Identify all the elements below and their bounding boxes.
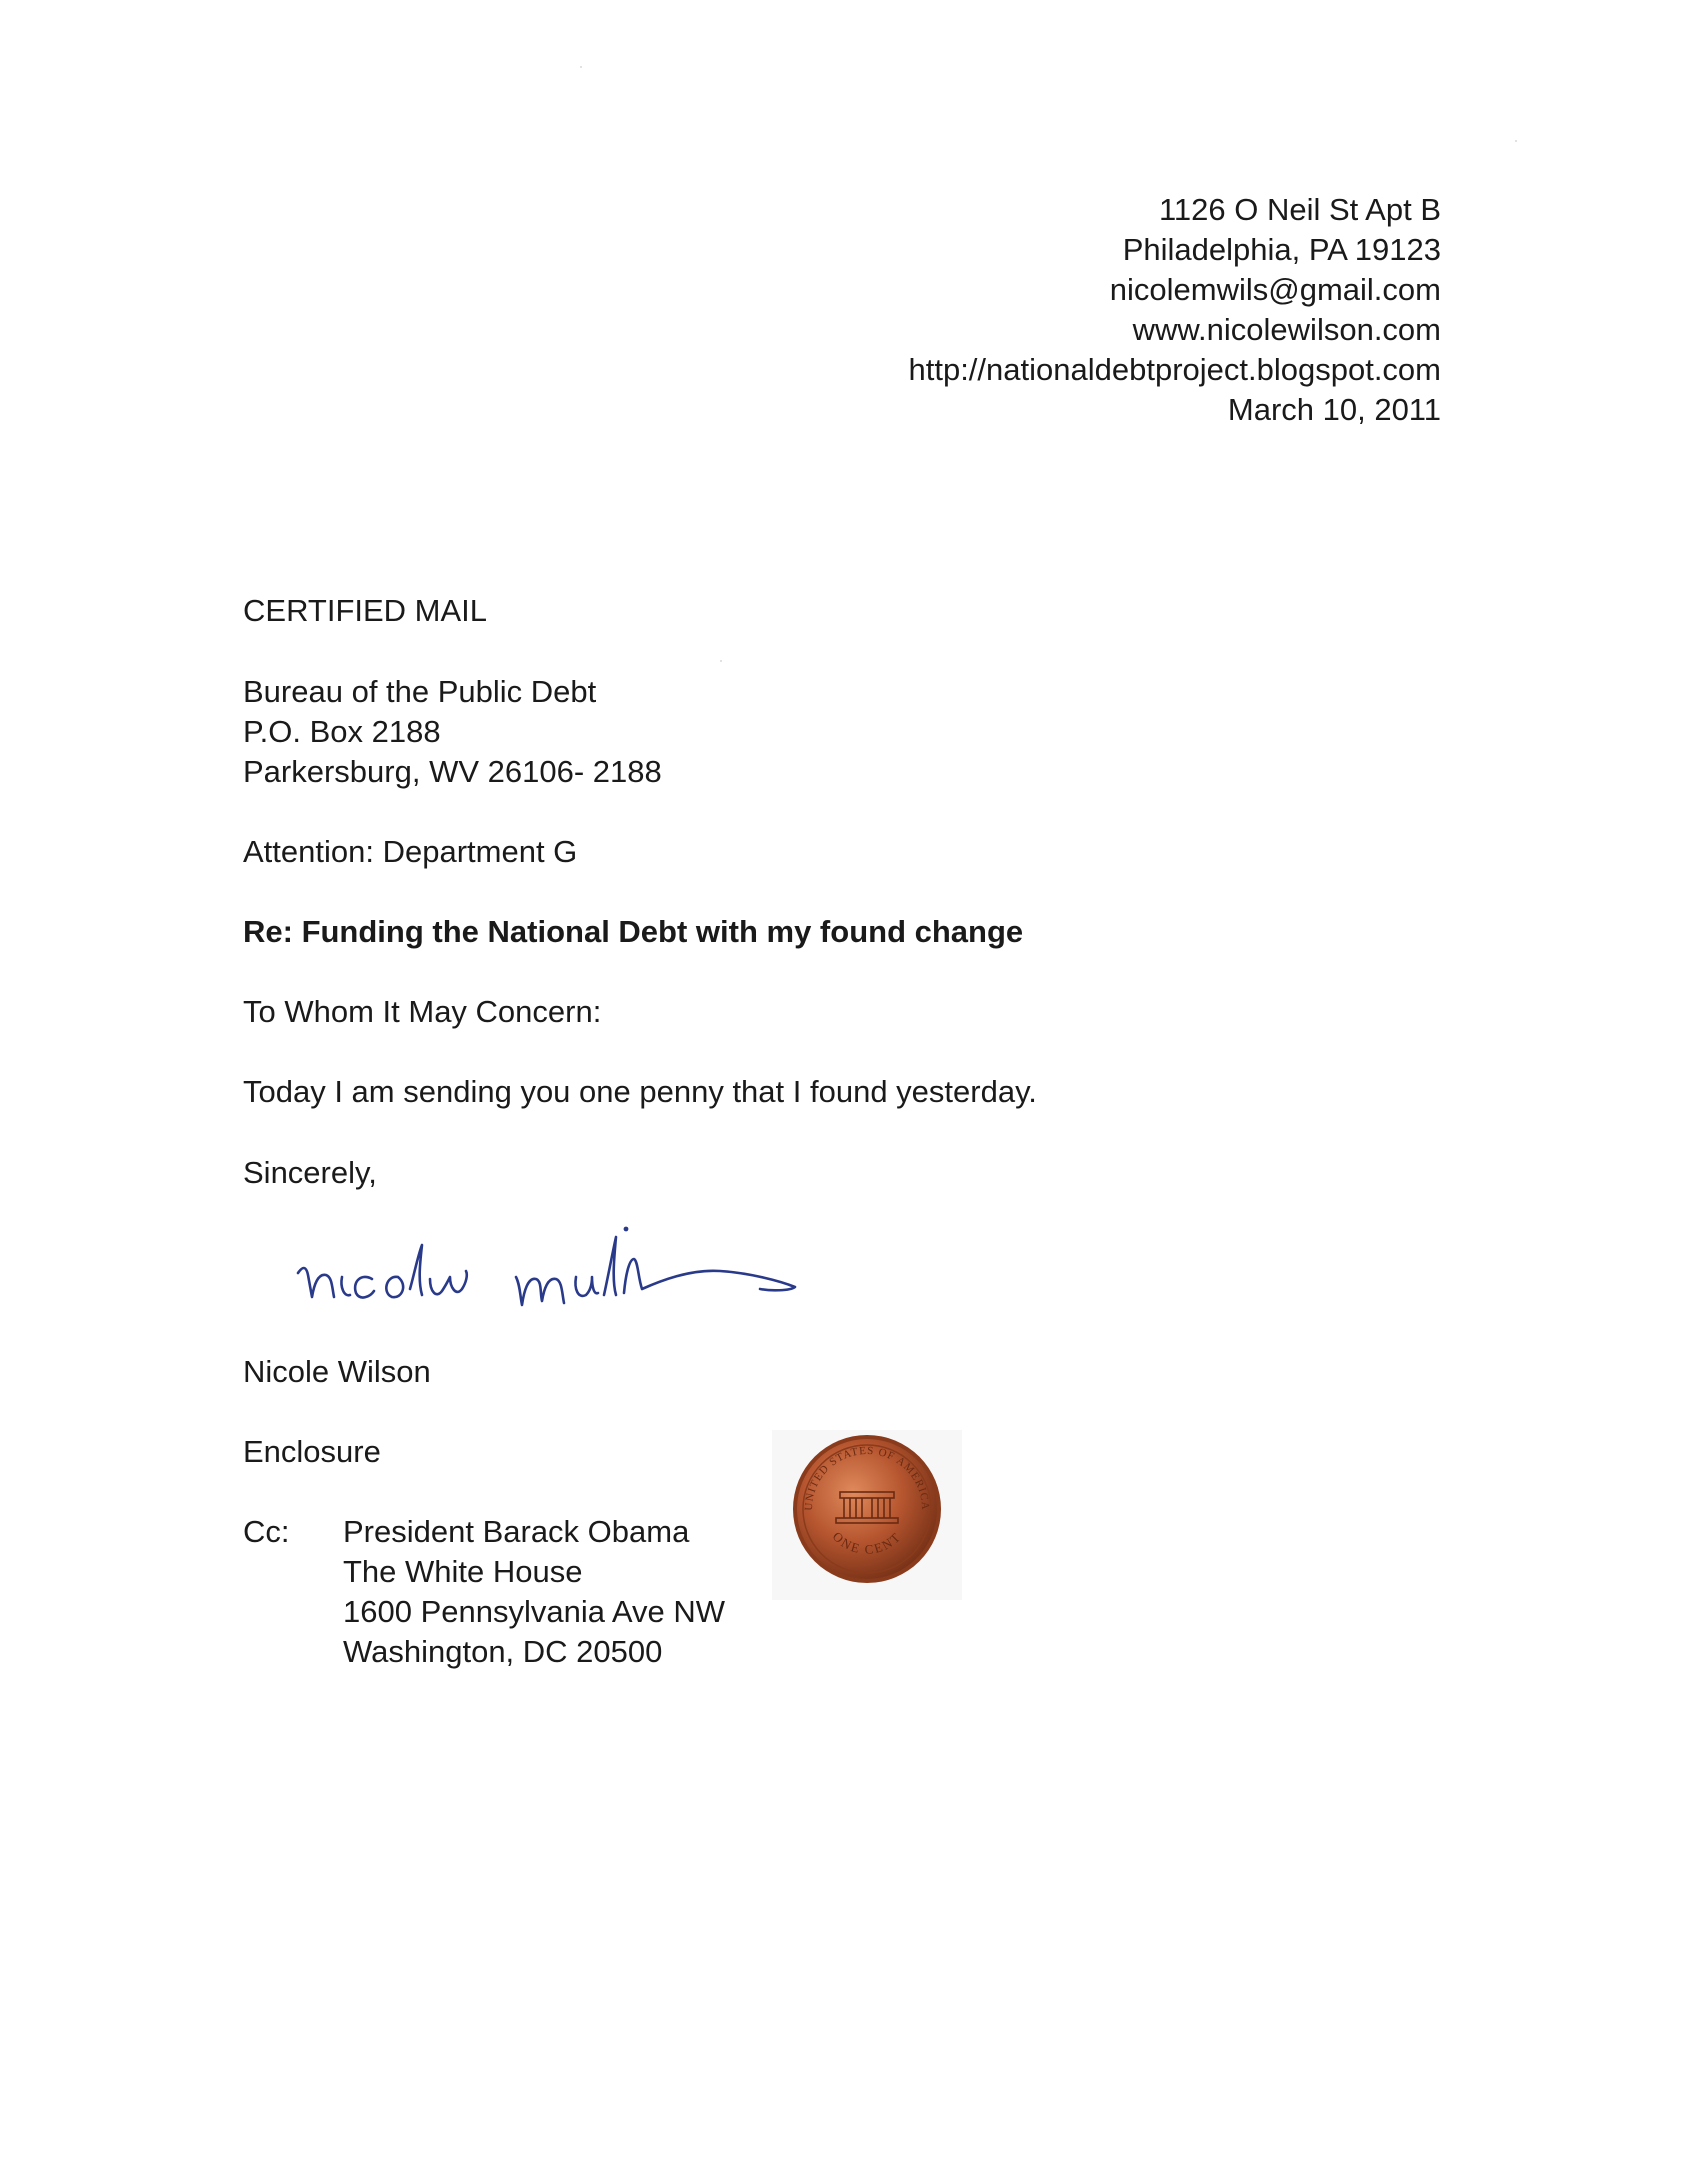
penny-enclosure-image: [772, 1430, 962, 1600]
penny-coin-image: [790, 1432, 944, 1586]
letter-body: Today I am sending you one penny that I found yesterday.: [243, 1074, 1037, 1109]
handwritten-signature: [290, 1215, 810, 1325]
penny-bottom-text: ONE CENT: [829, 1528, 905, 1557]
scan-speck: [1515, 140, 1517, 142]
penny-top-text: UNITED STATES OF AMERICA: [802, 1444, 932, 1511]
subject-line: Re: Funding the National Debt with my found change: [243, 914, 1024, 949]
delivery-method: CERTIFIED MAIL: [243, 593, 488, 628]
cc-recipient-name: President Barack Obama: [343, 1514, 690, 1549]
cc-recipient-city: Washington, DC 20500: [343, 1634, 663, 1669]
closing: Sincerely,: [243, 1155, 377, 1190]
return-address-blog: http://nationaldebtproject.blogspot.com: [908, 352, 1441, 387]
cc-address: [343, 1512, 725, 1672]
scan-speck: [720, 660, 722, 662]
recipient-city: Parkersburg, WV 26106- 2188: [243, 754, 662, 789]
cc-recipient-org: The White House: [343, 1554, 583, 1589]
recipient-address: [243, 672, 662, 792]
return-address-street: 1126 O Neil St Apt B: [1158, 192, 1441, 227]
attention-line: Attention: Department G: [243, 834, 578, 869]
signer-name: Nicole Wilson: [243, 1354, 431, 1389]
scan-speck: [580, 66, 582, 68]
letter-date: March 10, 2011: [1227, 392, 1441, 427]
enclosure-label: Enclosure: [243, 1434, 381, 1469]
cc-label: Cc:: [243, 1514, 290, 1549]
return-address: [908, 190, 1441, 430]
return-address-city: Philadelphia, PA 19123: [1122, 232, 1441, 267]
salutation: To Whom It May Concern:: [243, 994, 602, 1029]
recipient-name: Bureau of the Public Debt: [243, 674, 597, 709]
recipient-po-box: P.O. Box 2188: [243, 714, 441, 749]
cc-recipient-street: 1600 Pennsylvania Ave NW: [343, 1594, 725, 1629]
return-address-website: www.nicolewilson.com: [1132, 312, 1441, 347]
return-address-email: nicolemwils@gmail.com: [1109, 272, 1441, 307]
